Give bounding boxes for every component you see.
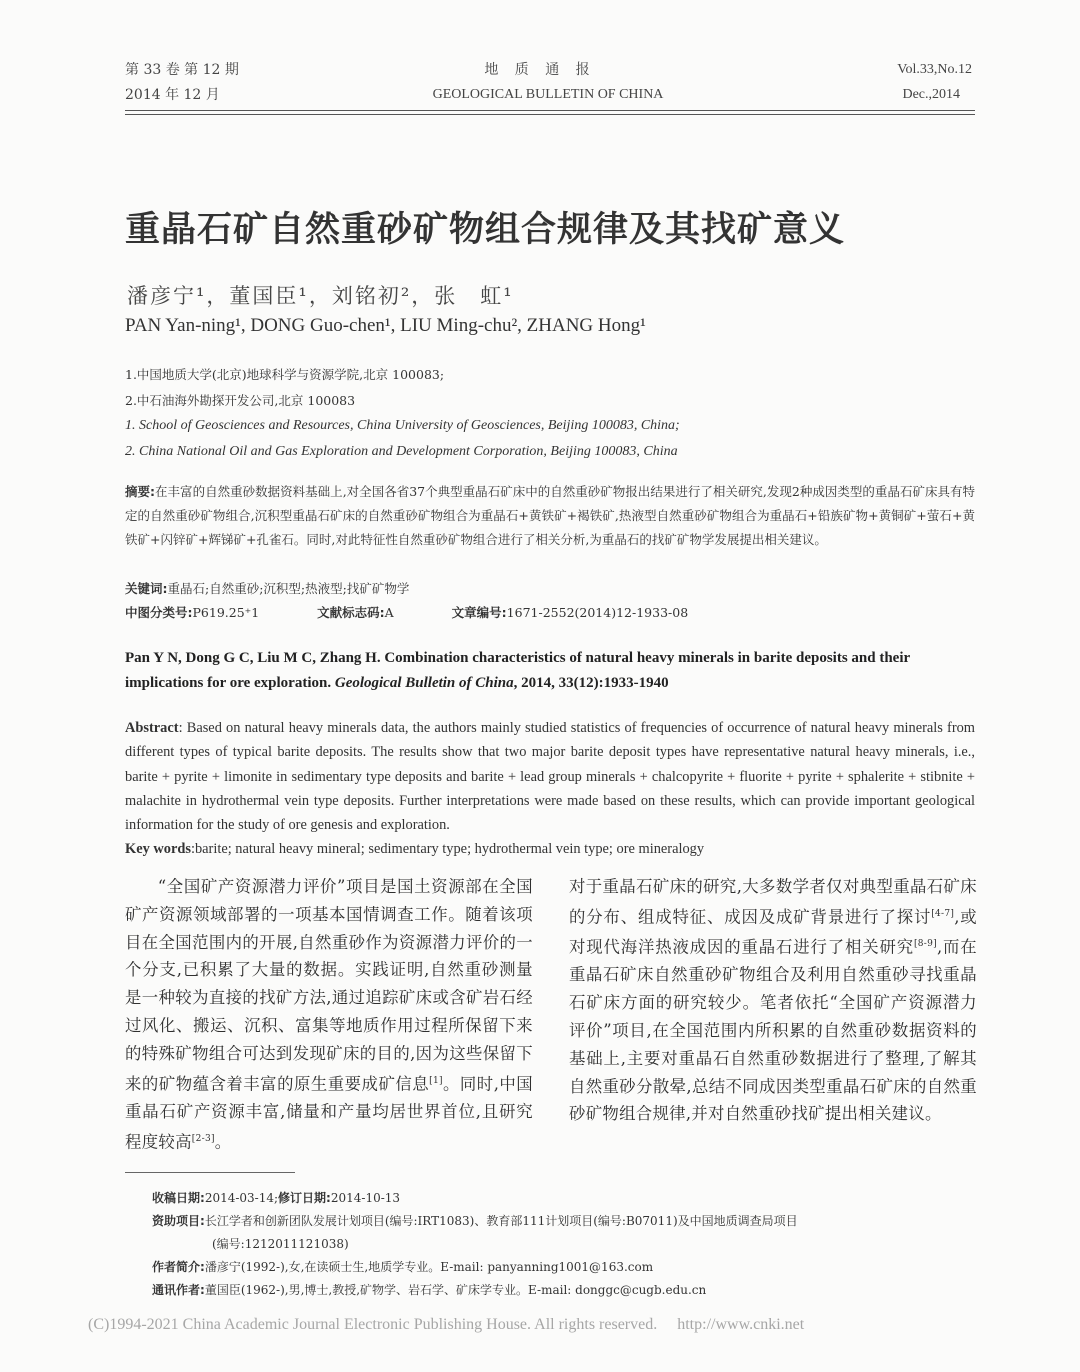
corresponding-label: 通讯作者: <box>152 1283 205 1297</box>
header-date-cn: 2014 年 12 月 <box>125 87 220 103</box>
citation-journal: Geological Bulletin of China <box>334 675 514 691</box>
keywords-cn-label: 关键词: <box>125 581 168 596</box>
article-no-value: 1671-2552(2014)12-1933-08 <box>506 605 689 620</box>
abstract-en-label: Abstract <box>125 720 179 736</box>
body-col1-text: “全国矿产资源潜力评价”项目是国土资源部在全国矿产资源领域部署的一项基本国情调查工作。随着该项目在全国范围内的开展,自然重砂作为资源潜力评价的一个分支,已积累了大量的数据。实践证明,自然重砂测量是一种较为直接的找矿方法,通过追踪矿床或含矿岩石经过风化、搬运、沉积、富集等地质作用过程所保留下来的特殊矿物组合可达到发现矿床的目的,因为这些保留下来的矿物蕴含着丰富的原生重要成矿信息 <box>125 877 533 1094</box>
keywords-en-text: :barite; natural heavy mineral; sedimentary type; hydrothermal vein type; ore mineralogy <box>190 841 705 857</box>
body-col1-text-c: 。 <box>214 1132 232 1152</box>
ref-8-9: [8-9] <box>913 939 937 950</box>
article-no-label: 文章编号: <box>451 605 507 620</box>
keywords-en <box>125 837 975 861</box>
abstract-cn-text: 在丰富的自然重砂数据资料基础上,对全国各省37个典型重晶石矿床中的自然重砂矿物报出结果进行了相关研究,发现2种成因类型的重晶石矿床具有特定的自然重砂矿物组合,沉积型重晶石矿床的自然重砂矿物组合为重晶石+黄铁矿+褐铁矿,热液型自然重砂矿物组合为重晶石+铅族矿物+黄铜矿+萤石+黄铁矿+闪锌矿+辉锑矿+孔雀石。同时,对此特征性自然重砂矿物组合进行了相关分析,为重晶石的找矿矿物学发展提出相关建议。 <box>125 484 976 547</box>
affiliation-en-2: 2. China National Oil and Gas Exploration and Development Corporation, Beijing 100083, China <box>125 443 678 459</box>
abstract-cn <box>125 480 975 552</box>
authors-en: PAN Yan-ning¹, DONG Guo-chen¹, LIU Ming-chu², ZHANG Hong¹ <box>125 315 646 336</box>
body-column-2 <box>569 873 977 1128</box>
received-label: 收稿日期: <box>152 1191 205 1205</box>
keywords-cn-text: 重晶石;自然重砂;沉积型;热液型;找矿矿物学 <box>167 581 410 596</box>
ref-1: [1] <box>429 1075 443 1086</box>
authors-cn: 潘彦宁¹，董国臣¹，刘铭初²，张 虹¹ <box>127 284 514 308</box>
ref-2-3: [2-3] <box>191 1133 215 1144</box>
footnote-rule <box>125 1172 295 1173</box>
revised-label: 修订日期: <box>278 1191 331 1205</box>
affiliation-cn-1: 1.中国地质大学(北京)地球科学与资源学院,北京 100083; <box>125 367 445 382</box>
author-bio-text: 潘彦宁(1992-),女,在读硕士生,地质学专业。E-mail: panyanning1001@163.com <box>204 1260 654 1274</box>
revised-date: 2014-10-13 <box>330 1191 401 1205</box>
funding-text-cont: (编号:1212011121038) <box>212 1237 349 1251</box>
body-column-1 <box>125 873 533 1156</box>
body-col2-text-c: ,而在重晶石矿床自然重砂矿物组合及利用自然重砂寻找重晶石矿床方面的研究较少。笔者依托“全国矿产资源潜力评价”项目,在全国范围内所积累的自然重砂数据资料的基础上,主要对重晶石自然重砂数据进行了整理,了解其自然重砂分散晕,总结不同成因类型重晶石矿床的自然重砂矿物组合规律,并对自然重砂找矿提出相关建议。 <box>569 937 977 1124</box>
citation-tail: , 2014, 33(12):1933-1940 <box>513 675 669 691</box>
abstract-cn-label: 摘要: <box>125 484 156 499</box>
footnote-dates <box>152 1187 952 1210</box>
header-rule-top <box>125 110 975 111</box>
body-col2-text-b: ,或对现代海洋热液成因的重晶石进行了相关研究 <box>569 907 977 957</box>
clc-value: P619.25⁺1 <box>192 605 260 620</box>
funding-text: 长江学者和创新团队发展计划项目(编号:IRT1083)、教育部111计划项目(编号:B07011)及中国地质调查局项目 <box>204 1214 798 1228</box>
body-col1-text-b: 。同时,中国重晶石矿产资源丰富,储量和产量均居世界首位,且研究程度较高 <box>125 1074 533 1152</box>
affiliation-cn-2: 2.中石油海外勘探开发公司,北京 100083 <box>125 392 356 408</box>
citation <box>125 646 975 696</box>
received-date: 2014-03-14; <box>204 1191 279 1205</box>
author-bio-label: 作者简介: <box>152 1260 205 1274</box>
classification-line <box>125 601 975 625</box>
abstract-en-text: : Based on natural heavy minerals data, the authors mainly studied statistics of frequencies of occurrence of natural heavy minerals from different types of typical barite deposits. The results show that two major barite deposit types have representative natural heavy minerals, i.e., barite + pyrite + limonite in sedimentary type deposits and barite + lead group minerals + chalcopyrite + fluorite + pyrite + sphalerite + stibnite + malachite in hydrothermal vein type deposits. Further interpretations were made based on these results, which can provide important geological information for the study of ore genesis and exploration. <box>125 720 975 834</box>
doc-code-value: A <box>384 605 394 620</box>
header-journal-cn: 地 质 通 报 <box>484 62 596 78</box>
header-journal-en: GEOLOGICAL BULLETIN OF CHINA <box>432 87 664 102</box>
corresponding-text: 董国臣(1962-),男,博士,教授,矿物学、岩石学、矿床学专业。E-mail: donggc@cugb.edu.cn <box>204 1283 707 1297</box>
footnote-author <box>152 1256 952 1279</box>
footnote-corresponding <box>152 1279 952 1302</box>
citation-text: Pan Y N, Dong G C, Liu M C, Zhang H. Combination characteristics of natural heavy minerals in barite deposits and their implications for ore exploration. <box>125 650 910 691</box>
funding-label: 资助项目: <box>152 1214 205 1228</box>
header-rule-bottom <box>125 114 975 115</box>
keywords-en-label: Key words <box>125 841 191 857</box>
footnotes <box>152 1187 952 1302</box>
header-issue-en: Vol.33,No.12 <box>897 62 972 77</box>
footnote-funding <box>152 1210 952 1233</box>
clc-label: 中图分类号: <box>125 605 193 620</box>
body-col2-text-a: 对于重晶石矿床的研究,大多数学者仅对典型重晶石矿床的分布、组成特征、成因及成矿背景进行了探讨 <box>569 877 977 927</box>
copyright-text: (C)1994-2021 China Academic Journal Electronic Publishing House. All rights reserved. <box>88 1316 658 1333</box>
abstract-en <box>125 716 975 837</box>
copyright-url[interactable]: http://www.cnki.net <box>677 1316 805 1333</box>
header-date-en: Dec.,2014 <box>902 87 960 102</box>
affiliation-en-1: 1. School of Geosciences and Resources, China University of Geosciences, Beijing 100083, China; <box>125 418 680 433</box>
keywords-cn <box>125 577 975 601</box>
header-issue-cn: 第 33 卷 第 12 期 <box>125 62 239 78</box>
affiliations <box>125 362 985 464</box>
ref-4-7: [4-7] <box>931 908 955 919</box>
copyright-notice <box>88 1316 804 1334</box>
doc-code-label: 文献标志码: <box>317 605 385 620</box>
paper-title: 重晶石矿自然重砂矿物组合规律及其找矿意义 <box>125 210 846 250</box>
